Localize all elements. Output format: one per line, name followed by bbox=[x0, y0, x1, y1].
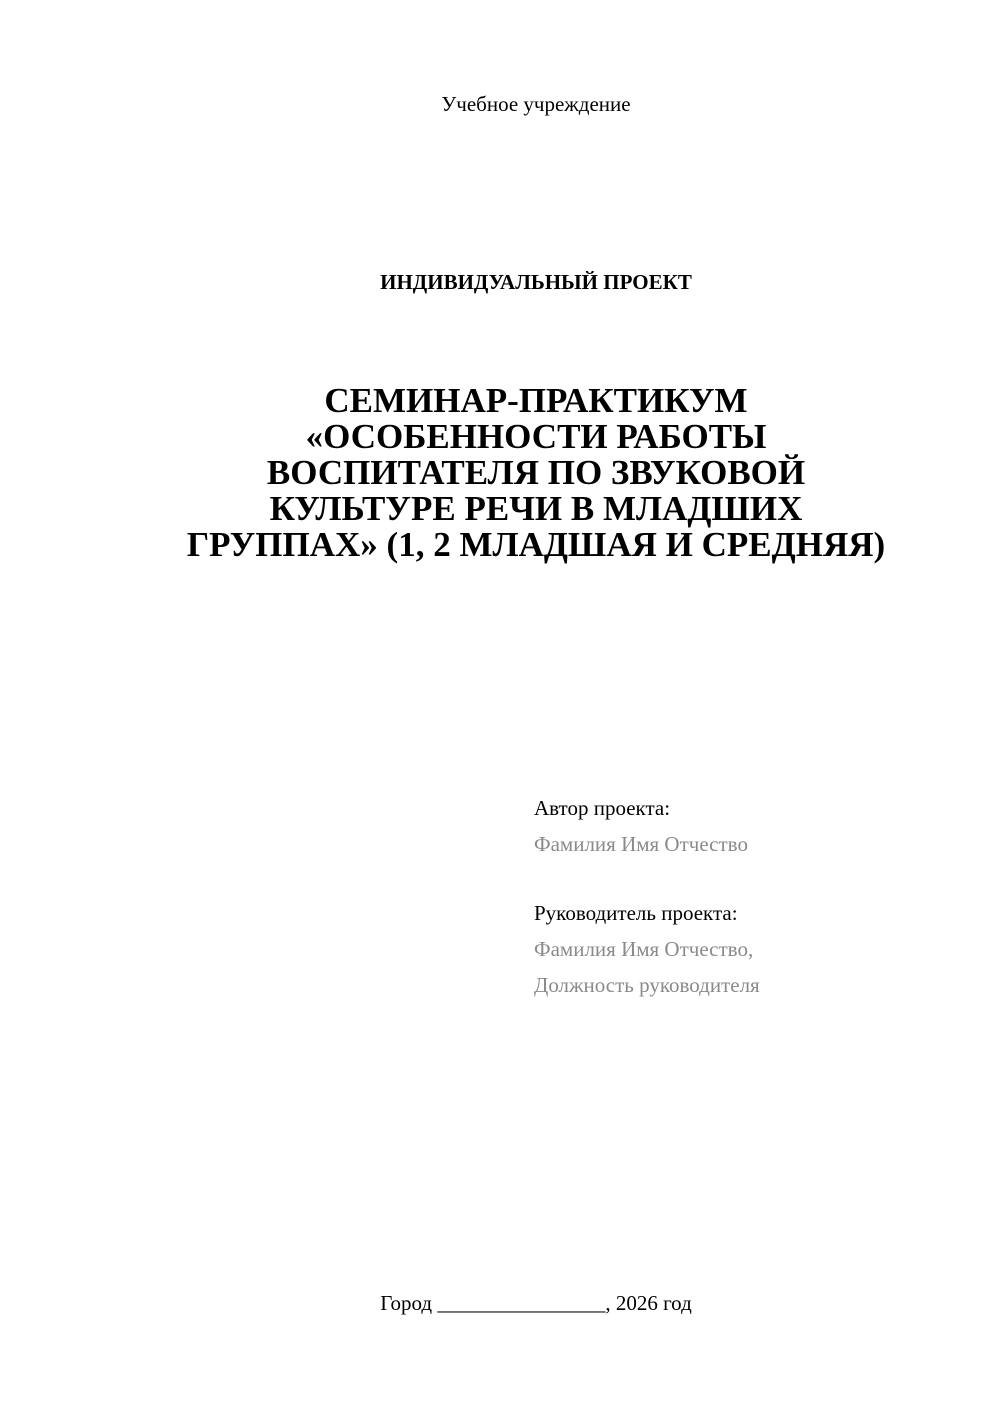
credits-block bbox=[534, 790, 974, 1003]
supervisor-name: Фамилия Имя Отчество, bbox=[534, 937, 754, 961]
supervisor-position: Должность руководителя bbox=[534, 973, 760, 997]
city-year-line: Город ________________, 2026 год bbox=[380, 1291, 692, 1315]
supervisor-label: Руководитель проекта: bbox=[534, 901, 738, 925]
document-type: ИНДИВИДУАЛЬНЫЙ ПРОЕКТ bbox=[380, 270, 692, 294]
project-title bbox=[100, 383, 972, 563]
author-name: Фамилия Имя Отчество bbox=[534, 832, 748, 856]
institution-name: Учебное учреждение bbox=[441, 92, 631, 116]
project-title-line: СЕМИНАР-ПРАКТИКУМ bbox=[324, 381, 748, 420]
author-label: Автор проекта: bbox=[534, 796, 671, 820]
credits-spacer bbox=[534, 862, 974, 895]
project-title-line: ВОСПИТАТЕЛЯ ПО ЗВУКОВОЙ bbox=[266, 453, 806, 492]
project-title-line: «ОСОБЕННОСТИ РАБОТЫ bbox=[305, 417, 767, 456]
project-title-line: ГРУППАХ» (1, 2 МЛАДШАЯ И СРЕДНЯЯ) bbox=[186, 525, 886, 564]
project-title-line: КУЛЬТУРЕ РЕЧИ В МЛАДШИХ bbox=[269, 489, 803, 528]
